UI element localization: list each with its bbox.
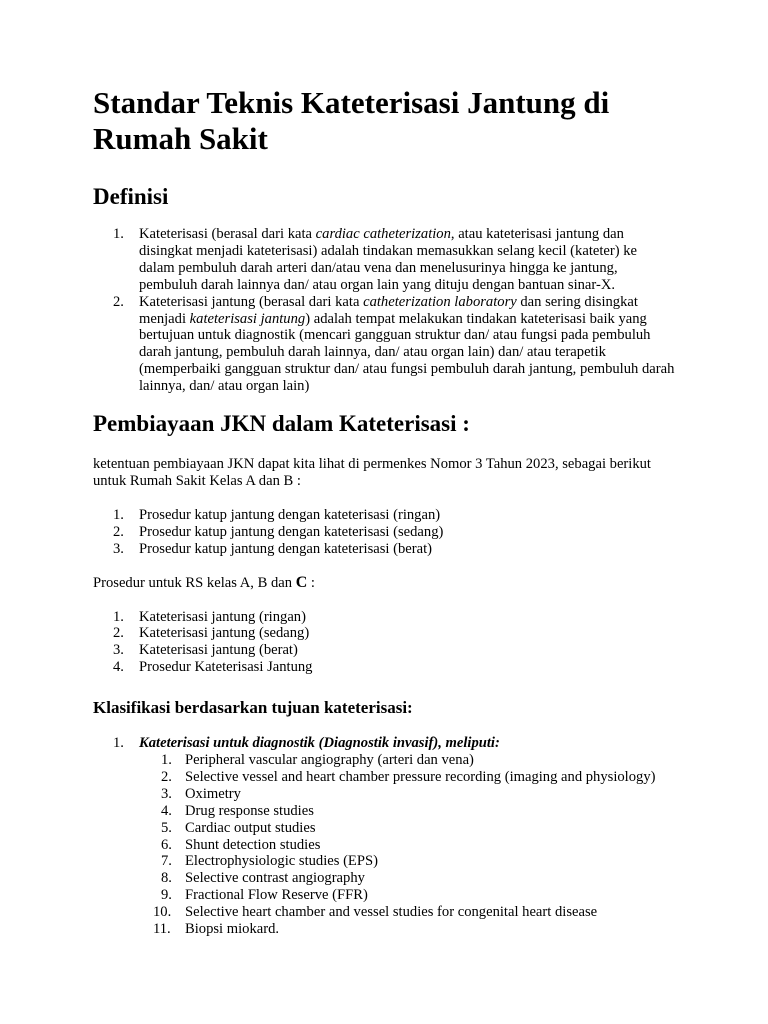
list-number: 11. bbox=[153, 921, 171, 938]
list-text: Prosedur katup jantung dengan kateterisasi (sedang) bbox=[139, 523, 444, 540]
section-heading-klasifikasi: Klasifikasi berdasarkan tujuan kateterisasi: bbox=[93, 698, 413, 718]
klasifikasi-label: Kateterisasi untuk diagnostik (Diagnostik invasif), meliputi: bbox=[139, 735, 500, 752]
page-title: Standar Teknis Kateterisasi Jantung di Rumah Sakit bbox=[93, 85, 610, 156]
list-number: 3. bbox=[113, 540, 124, 557]
list-text: , atau kateterisasi jantung dan disingkat menjadi kateterisasi) adalah tindakan memasukkan selang kecil (kateter) ke dalam pembuluh darah arteri dan/atau vena dan menelusurinya hingga ke jantung, pembuluh darah lainnya dan/ atau organ lain yang dituju dengan bantuan sinar-X. bbox=[139, 226, 638, 293]
list-number: 2. bbox=[113, 523, 124, 540]
list-text: Electrophysiologic studies (EPS) bbox=[185, 853, 378, 870]
list-item bbox=[93, 659, 676, 676]
list-text: Shunt detection studies bbox=[185, 836, 321, 853]
list-text: Cardiac output studies bbox=[185, 819, 316, 836]
list-item bbox=[93, 642, 676, 659]
list-text: Kateterisasi jantung (berasal dari kata bbox=[139, 293, 364, 310]
diagnostik-sublist bbox=[139, 752, 676, 938]
sublist-item bbox=[139, 853, 676, 870]
list-item bbox=[93, 625, 676, 642]
intro-text: : bbox=[307, 574, 315, 591]
definisi-list bbox=[93, 226, 676, 395]
intro-kelas-abc bbox=[93, 575, 676, 592]
list-text: Selective contrast angiography bbox=[185, 870, 365, 887]
klasifikasi-list bbox=[93, 735, 676, 938]
list-item bbox=[93, 507, 676, 524]
italic-term: kateterisasi jantung bbox=[189, 310, 306, 327]
list-item bbox=[93, 524, 676, 541]
list-text: Kateterisasi jantung (sedang) bbox=[139, 625, 310, 642]
list-text: Oximetry bbox=[185, 785, 241, 802]
list-text: Drug response studies bbox=[185, 802, 314, 819]
sublist-item bbox=[139, 887, 676, 904]
list-number: 2. bbox=[113, 293, 124, 310]
list-number: 1. bbox=[113, 226, 124, 242]
list-number: 4. bbox=[113, 659, 124, 676]
list-text: ) adalah tempat melakukan tindakan kateterisasi baik yang bertujuan untuk diagnostik (mencari gangguan struktur dan/ atau fungsi pada pembuluh darah jantung, pembuluh darah lainnya, dan/ atau organ lain) dan/ atau terapetik (memperbaiki gangguan struktur dan/ atau fungsi pembuluh darah jantung, pembuluh darah lainnya, dan/ atau organ lain) bbox=[139, 310, 675, 395]
list-number: 4. bbox=[161, 802, 172, 819]
list-text: Selective vessel and heart chamber pressure recording (imaging and physiology) bbox=[185, 768, 656, 785]
list-number: 6. bbox=[161, 836, 172, 853]
list-kelas-ab bbox=[93, 507, 676, 558]
sublist-item bbox=[139, 752, 676, 769]
list-number: 7. bbox=[161, 853, 172, 870]
pembiayaan-intro: ketentuan pembiayaan JKN dapat kita lihat di permenkes Nomor 3 Tahun 2023, sebagai berikut untuk Rumah Sakit Kelas A dan B : bbox=[93, 456, 651, 489]
sublist-item bbox=[139, 786, 676, 803]
list-text: Selective heart chamber and vessel studies for congenital heart disease bbox=[185, 904, 598, 921]
list-number: 10. bbox=[153, 904, 172, 921]
list-number: 1. bbox=[113, 608, 124, 625]
list-number: 9. bbox=[161, 887, 172, 904]
sublist-item bbox=[139, 904, 676, 921]
list-number: 1. bbox=[161, 752, 172, 769]
list-kelas-abc bbox=[93, 609, 676, 677]
list-item bbox=[93, 226, 676, 294]
list-text: Prosedur katup jantung dengan kateterisasi (ringan) bbox=[139, 506, 441, 523]
section-heading-definisi: Definisi bbox=[93, 184, 169, 209]
sublist-item bbox=[139, 803, 676, 820]
list-item bbox=[93, 541, 676, 558]
list-text: Peripheral vascular angiography (arteri dan vena) bbox=[185, 752, 474, 769]
list-text: Prosedur katup jantung dengan kateterisasi (berat) bbox=[139, 540, 432, 557]
list-text: dan sering disingkat menjadi bbox=[139, 293, 638, 327]
section-heading-pembiayaan: Pembiayaan JKN dalam Kateterisasi : bbox=[93, 411, 470, 437]
list-text: Prosedur Kateterisasi Jantung bbox=[139, 659, 313, 676]
list-text: Kateterisasi jantung (berat) bbox=[139, 642, 298, 659]
list-item bbox=[93, 609, 676, 626]
sublist-item bbox=[139, 870, 676, 887]
intro-text: Prosedur untuk RS kelas A, B dan bbox=[93, 574, 296, 591]
list-text: Biopsi miokard. bbox=[185, 921, 280, 938]
list-number: 2. bbox=[161, 768, 172, 785]
italic-term: catheterization laboratory bbox=[363, 293, 517, 310]
list-number: 3. bbox=[161, 785, 172, 802]
list-number: 1. bbox=[113, 506, 124, 523]
list-number: 3. bbox=[113, 642, 124, 659]
list-number: 5. bbox=[161, 819, 172, 836]
list-item bbox=[93, 294, 676, 395]
italic-term: cardiac catheterization bbox=[315, 226, 451, 242]
sublist-item bbox=[139, 837, 676, 854]
sublist-item bbox=[139, 820, 676, 837]
sublist-item bbox=[139, 921, 676, 938]
list-text: Kateterisasi jantung (ringan) bbox=[139, 608, 306, 625]
list-text: Kateterisasi (berasal dari kata bbox=[139, 226, 316, 242]
list-number: 8. bbox=[161, 870, 172, 887]
sublist-item bbox=[139, 769, 676, 786]
list-number: 1. bbox=[113, 735, 124, 752]
bold-letter-c: C bbox=[295, 573, 308, 591]
list-text: Fractional Flow Reserve (FFR) bbox=[185, 887, 368, 904]
list-number: 2. bbox=[113, 625, 124, 642]
list-item bbox=[93, 735, 676, 938]
